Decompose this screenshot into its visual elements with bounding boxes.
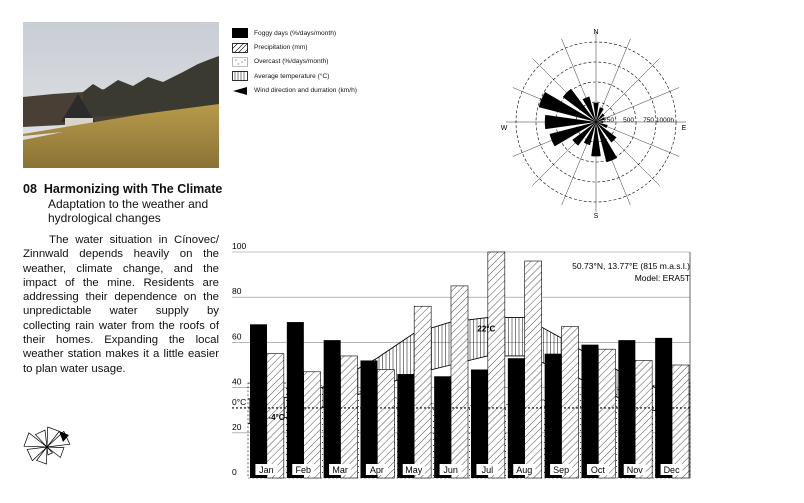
- direction-label: E: [681, 125, 687, 132]
- precipitation-bar: [672, 365, 689, 478]
- precipitation-bar: [488, 252, 505, 478]
- precipitation-bar: [377, 370, 394, 478]
- wind-sector: [593, 103, 598, 122]
- month-label: Oct: [590, 465, 605, 475]
- legend-item-wind: Wind direction and durration (km/h): [232, 84, 357, 98]
- foggy-bar: [434, 376, 451, 478]
- y-tick-label: 40: [232, 376, 242, 387]
- ring-label: 1000h: [655, 117, 674, 124]
- wind-sector: [545, 115, 596, 129]
- direction-label: N: [593, 29, 599, 36]
- month-label: Jul: [481, 465, 494, 475]
- foggy-bar: [250, 324, 267, 478]
- foggy-bar: [545, 354, 562, 478]
- direction-label: S: [593, 213, 599, 220]
- section-title: Harmonizing with The Climate: [43, 182, 223, 196]
- month-label: Jan: [259, 465, 274, 475]
- y-tick-label: 60: [232, 331, 242, 342]
- precipitation-bar: [635, 360, 652, 478]
- month-label: Nov: [626, 465, 643, 475]
- month-label: Jun: [443, 465, 458, 475]
- legend-item-overcast: Overcast (%/days/month): [232, 55, 357, 69]
- month-label: May: [405, 465, 423, 475]
- y-tick-label: 100: [232, 241, 247, 251]
- month-label: Aug: [516, 465, 533, 475]
- y-tick-label: 20: [232, 421, 242, 432]
- foggy-bar: [618, 340, 635, 478]
- freezing-label: 0°C: [232, 396, 247, 407]
- foggy-bar: [361, 360, 378, 478]
- max-temp-label: 22°C: [477, 324, 496, 334]
- section-subtitle: Adaptation to the weather and hydrological changes: [48, 197, 209, 225]
- body-paragraph: The water situation in Cínovec/ Zinnwald depends heavily on the weather, climate change, and the impact of the mine. Residents are addressing their dependence on the unpredictable water supply by collecting rain water from the roofs of their homes. Expanding the local weather station makes it a little easier to plan water usage.: [23, 234, 219, 375]
- section-number: 08: [23, 182, 37, 196]
- y-tick-label: 0: [232, 467, 237, 477]
- precipitation-bar: [451, 286, 468, 478]
- legend-item-temperature: Average temperature (°C): [232, 69, 357, 83]
- chart-subtitle: Model: ERA5T: [634, 273, 690, 283]
- ring-label: 250: [603, 117, 614, 124]
- foggy-bar: [471, 370, 488, 478]
- month-label: Dec: [663, 465, 680, 475]
- chart-subtitle: 50.73°N, 13.77°E (815 m.a.s.l.): [572, 261, 690, 271]
- foggy-bar: [287, 322, 304, 478]
- precipitation-bar: [304, 372, 321, 478]
- precipitation-bar: [562, 327, 579, 478]
- month-label: Apr: [369, 465, 384, 475]
- precipitation-bar: [598, 349, 615, 478]
- ring-label: 500: [623, 117, 634, 124]
- wind-sector: [596, 121, 603, 123]
- min-temp-label: -4°C: [268, 412, 285, 422]
- foggy-bar: [324, 340, 341, 478]
- precipitation-bar: [525, 261, 542, 478]
- direction-label: W: [500, 125, 508, 132]
- foggy-bar: [508, 358, 525, 478]
- precipitation-bar: [414, 306, 431, 478]
- wind-sector: [591, 122, 601, 156]
- rose-spoke: [596, 58, 660, 122]
- month-label: Feb: [295, 465, 312, 475]
- ring-label: 750: [643, 117, 654, 124]
- y-tick-label: 80: [232, 286, 242, 297]
- foggy-bar: [582, 345, 599, 478]
- month-label: Mar: [332, 465, 348, 475]
- foggy-bar: [397, 374, 414, 478]
- month-label: Sep: [553, 465, 570, 475]
- precipitation-bar: [341, 356, 358, 478]
- legend-item-precipitation: Precipitation (mm): [232, 40, 357, 54]
- legend-item-foggy: Foggy days (%/days/month): [232, 26, 357, 40]
